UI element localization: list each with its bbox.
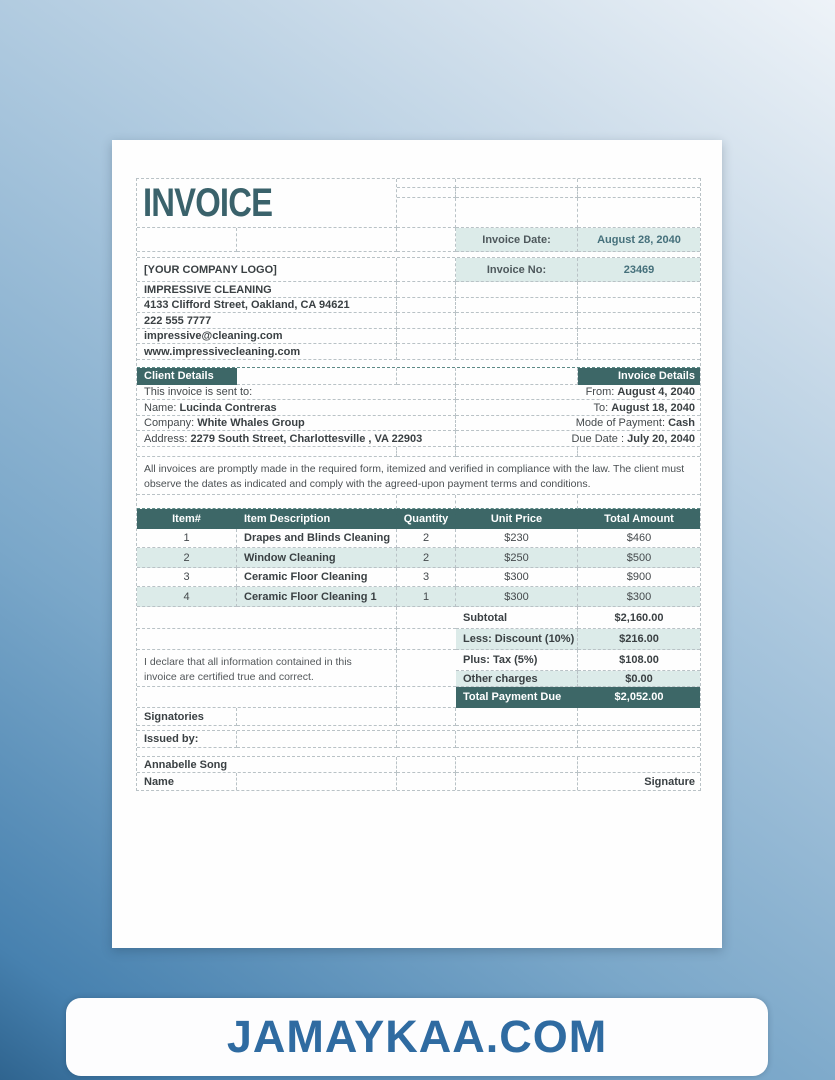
issued-by-label: Issued by: xyxy=(137,731,237,748)
tax-row xyxy=(456,650,700,671)
declaration-text: I declare that all information contained in this invoice are certified true and correct. xyxy=(137,650,397,687)
item-row: 1 Drapes and Blinds Cleaning 2 $230 $460 xyxy=(137,529,700,548)
invoice-date-label: Invoice Date: xyxy=(456,228,578,252)
client-company-row xyxy=(137,416,700,431)
issued-by-row xyxy=(137,731,700,748)
notice-text: All invoices are promptly made in the required form, itemized and verified in compliance with the law. The client must observe the dates as indicated and comply with the agreed-upon payment terms and conditions. xyxy=(137,457,700,495)
invoice-date-row xyxy=(137,228,700,252)
notice-row xyxy=(137,457,700,495)
detail-from: From: August 4, 2040 xyxy=(456,385,700,400)
subtotal-value: $2,160.00 xyxy=(578,607,700,629)
invoice-document xyxy=(112,140,722,948)
company-name: IMPRESSIVE CLEANING xyxy=(137,282,397,298)
title-cell xyxy=(137,179,397,228)
name-label: Name xyxy=(137,773,237,790)
total-due-label: Total Payment Due xyxy=(456,687,578,708)
invoice-title: INVOICE xyxy=(143,180,273,225)
client-details-header: Client Details xyxy=(137,368,237,385)
tax-label: Plus: Tax (5%) xyxy=(456,650,578,671)
totals-section xyxy=(137,607,700,708)
items-header-row xyxy=(137,509,700,529)
company-email-row xyxy=(137,329,700,344)
client-address-row xyxy=(137,431,700,447)
other-charges-label: Other charges xyxy=(456,671,578,687)
invoice-grid xyxy=(136,178,701,791)
item-row: 3 Ceramic Floor Cleaning 3 $300 $900 xyxy=(137,568,700,587)
total-due-row xyxy=(456,687,700,708)
company-phone: 222 555 7777 xyxy=(137,313,397,329)
items-header-num: Item# xyxy=(137,509,237,529)
section-banners-row xyxy=(137,368,700,385)
item-row: 4 Ceramic Floor Cleaning 1 1 $300 $300 xyxy=(137,587,700,607)
total-due-value: $2,052.00 xyxy=(578,687,700,708)
signatories-row xyxy=(137,708,700,726)
detail-to: To: August 18, 2040 xyxy=(456,400,700,416)
items-header-unit: Unit Price xyxy=(456,509,578,529)
watermark-banner xyxy=(66,998,768,1076)
client-name: Name: Lucinda Contreras xyxy=(137,400,456,416)
company-name-row xyxy=(137,282,700,298)
invoice-no-label: Invoice No: xyxy=(456,258,578,282)
client-sent-to-row xyxy=(137,385,700,400)
other-charges-value: $0.00 xyxy=(578,671,700,687)
company-website: www.impressivecleaning.com xyxy=(137,344,397,360)
title-right-grid xyxy=(397,179,700,228)
totals-right xyxy=(456,607,700,708)
name-signature-row xyxy=(137,773,700,790)
company-phone-row xyxy=(137,313,700,329)
totals-left xyxy=(137,607,456,708)
title-block xyxy=(137,179,700,228)
subtotal-label: Subtotal xyxy=(456,607,578,629)
invoice-no-row xyxy=(137,258,700,282)
issuer-name: Annabelle Song xyxy=(137,757,397,773)
item-row: 2 Window Cleaning 2 $250 $500 xyxy=(137,548,700,568)
other-charges-row xyxy=(456,671,700,687)
company-address-row xyxy=(137,298,700,313)
client-company: Company: White Whales Group xyxy=(137,416,456,431)
company-website-row xyxy=(137,344,700,360)
client-name-row xyxy=(137,400,700,416)
items-header-total: Total Amount xyxy=(578,509,700,529)
discount-row xyxy=(456,629,700,650)
discount-value: $216.00 xyxy=(578,629,700,650)
invoice-details-header: Invoice Details xyxy=(578,368,700,385)
client-sent-to: This invoice is sent to: xyxy=(137,385,456,400)
client-address: Address: 2279 South Street, Charlottesville , VA 22903 xyxy=(137,431,456,447)
company-email: impressive@cleaning.com xyxy=(137,329,397,344)
tax-value: $108.00 xyxy=(578,650,700,671)
detail-payment-mode: Mode of Payment: Cash xyxy=(456,416,700,431)
items-header-qty: Quantity xyxy=(397,509,456,529)
invoice-date-value: August 28, 2040 xyxy=(578,228,700,252)
company-address: 4133 Clifford Street, Oakland, CA 94621 xyxy=(137,298,397,313)
company-logo-placeholder: [YOUR COMPANY LOGO] xyxy=(137,258,397,282)
signature-label: Signature xyxy=(644,775,695,788)
watermark-text: JAMAYKAA.COM xyxy=(226,1011,608,1062)
invoice-no-value: 23469 xyxy=(578,258,700,282)
subtotal-row xyxy=(456,607,700,629)
items-header-desc: Item Description xyxy=(237,509,397,529)
signatories-label: Signatories xyxy=(137,708,237,726)
issuer-name-row xyxy=(137,757,700,773)
detail-due-date: Due Date : July 20, 2040 xyxy=(456,431,700,447)
discount-label: Less: Discount (10%) xyxy=(456,629,578,650)
